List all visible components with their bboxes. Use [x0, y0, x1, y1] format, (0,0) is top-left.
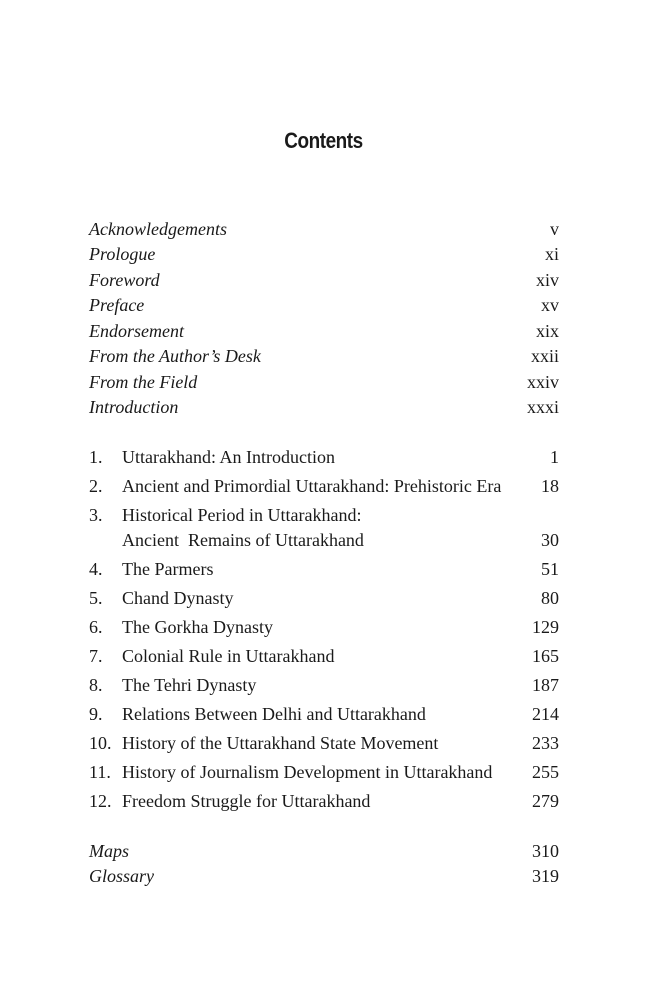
chapter-title: Uttarakhand: An Introduction [122, 447, 335, 467]
toc-entry[interactable] [89, 865, 559, 887]
chapter-page: 18 [541, 476, 559, 496]
entry-page: 310 [532, 841, 559, 861]
chapter-entry[interactable] [89, 790, 559, 812]
chapter-number: 12. [89, 791, 112, 811]
entry-label: Maps [89, 841, 129, 861]
toc-entry[interactable] [89, 371, 559, 393]
chapter-title: History of Journalism Development in Uttarakhand [122, 762, 493, 782]
chapter-number: 10. [89, 733, 112, 753]
chapter-title: The Gorkha Dynasty [122, 617, 273, 637]
chapter-title: Colonial Rule in Uttarakhand [122, 646, 335, 666]
chapter-page: 30 [541, 530, 559, 550]
entry-label: Foreword [89, 270, 160, 290]
entry-label: Acknowledgements [89, 219, 227, 239]
chapter-entry[interactable] [89, 558, 559, 580]
chapter-page: 129 [532, 617, 559, 637]
toc-entry[interactable] [89, 218, 559, 240]
chapter-title: Relations Between Delhi and Uttarakhand [122, 704, 426, 724]
chapter-number: 3. [89, 505, 103, 525]
chapter-entry[interactable] [89, 475, 559, 497]
chapter-title: Freedom Struggle for Uttarakhand [122, 791, 371, 811]
entry-label: Glossary [89, 866, 155, 886]
toc-entry[interactable] [89, 269, 559, 291]
chapter-page: 51 [541, 559, 559, 579]
chapter-entry[interactable] [89, 645, 559, 667]
chapter-title: The Tehri Dynasty [122, 675, 257, 695]
toc-entry[interactable] [89, 396, 559, 418]
chapter-title: Chand Dynasty [122, 588, 234, 608]
entry-label: From the Author’s Desk [89, 346, 261, 366]
chapter-entry[interactable] [89, 616, 559, 638]
chapter-number: 4. [89, 559, 103, 579]
toc-entry[interactable] [89, 345, 559, 367]
chapter-entry[interactable] [89, 703, 559, 725]
entry-page: xi [544, 244, 559, 264]
entry-page: xv [541, 295, 559, 315]
chapter-page: 80 [541, 588, 559, 608]
chapter-entry[interactable] [89, 761, 559, 783]
chapter-entry[interactable] [89, 587, 559, 609]
chapter-page: 1 [550, 447, 559, 467]
entry-label: Endorsement [89, 321, 184, 341]
chapter-number: 1. [89, 447, 103, 467]
chapter-number: 5. [89, 588, 103, 608]
chapter-page: 165 [532, 646, 559, 666]
toc-entry[interactable] [89, 243, 559, 265]
toc-entry[interactable] [89, 320, 559, 342]
chapter-entry-continuation[interactable] [122, 529, 559, 551]
chapter-page: 214 [532, 704, 559, 724]
entry-label: From the Field [89, 372, 198, 392]
entry-page: xxii [530, 346, 559, 366]
chapter-entry[interactable] [89, 446, 559, 468]
chapter-number: 6. [89, 617, 103, 637]
chapter-number: 7. [89, 646, 103, 666]
toc-entry[interactable] [89, 294, 559, 316]
entry-page: xxiv [526, 372, 559, 392]
entry-label: Preface [89, 295, 145, 315]
chapter-title: Historical Period in Uttarakhand: [122, 505, 362, 525]
chapter-number: 8. [89, 675, 103, 695]
entry-page: v [550, 219, 559, 239]
entry-page: xxxi [526, 397, 559, 417]
chapter-title: The Parmers [122, 559, 214, 579]
page-title: Contents [284, 128, 363, 153]
chapter-title-line2: Ancient Remains of Uttarakhand [122, 530, 364, 550]
toc-entry[interactable] [89, 840, 559, 862]
chapter-page: 187 [532, 675, 559, 695]
chapter-number: 9. [89, 704, 103, 724]
chapter-title: History of the Uttarakhand State Movement [122, 733, 439, 753]
chapter-title: Ancient and Primordial Uttarakhand: Prehistoric Era [122, 476, 502, 496]
chapter-entry[interactable] [89, 504, 559, 526]
chapter-page: 279 [532, 791, 559, 811]
chapter-page: 255 [532, 762, 559, 782]
entry-label: Introduction [89, 397, 179, 417]
chapter-entry[interactable] [89, 674, 559, 696]
chapter-number: 2. [89, 476, 103, 496]
chapter-entry[interactable] [89, 732, 559, 754]
chapter-page: 233 [532, 733, 559, 753]
entry-page: 319 [532, 866, 559, 886]
entry-label: Prologue [89, 244, 156, 264]
entry-page: xix [535, 321, 559, 341]
entry-page: xiv [535, 270, 559, 290]
chapter-number: 11. [89, 762, 111, 782]
